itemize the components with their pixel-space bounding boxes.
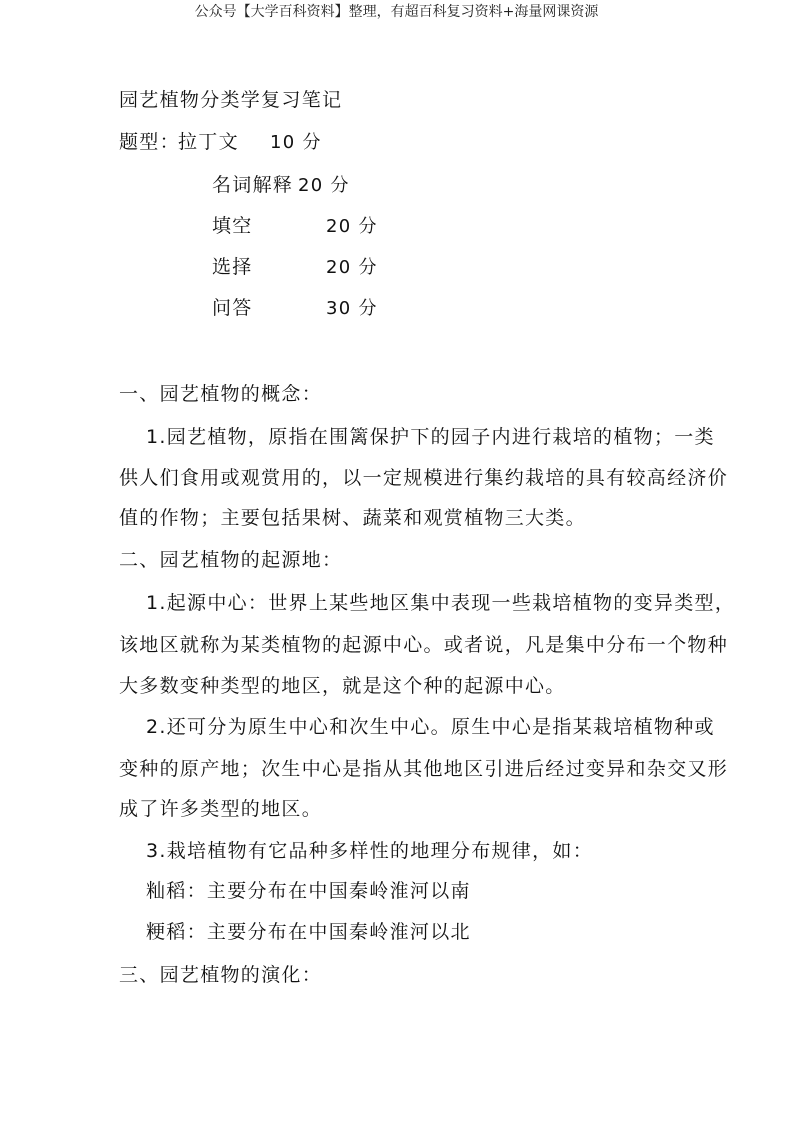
paragraph-line: 1.园艺植物，原指在围篱保护下的园子内进行栽培的植物；一类	[146, 426, 715, 448]
question-type-name: 选择	[212, 256, 253, 278]
question-type-score: 20 分	[326, 257, 378, 278]
paragraph-line: 该地区就称为某类植物的起源中心。或者说，凡是集中分布一个物种	[119, 634, 729, 656]
paragraph-line: 成了许多类型的地区。	[119, 798, 323, 820]
paragraph-line: 供人们食用或观赏用的，以一定规模进行集约栽培的具有较高经济价	[119, 467, 729, 489]
question-type-name: 问答	[212, 297, 253, 319]
paragraph-line: 籼稻：主要分布在中国秦岭淮河以南	[146, 880, 471, 902]
question-type-name: 名词解释	[212, 174, 294, 196]
question-type-score: 20 分	[298, 175, 350, 196]
section-heading: 三、园艺植物的演化：	[119, 964, 323, 986]
paragraph-line: 值的作物；主要包括果树、蔬菜和观赏植物三大类。	[119, 507, 586, 529]
question-type-score: 10 分	[270, 132, 322, 153]
question-type-score: 20 分	[326, 216, 378, 237]
paragraph-line: 2.还可分为原生中心和次生中心。原生中心是指某栽培植物种或	[146, 716, 715, 738]
question-type-score: 30 分	[326, 298, 378, 319]
question-type-name: 填空	[212, 215, 253, 237]
paragraph-line: 大多数变种类型的地区，就是这个种的起源中心。	[119, 675, 566, 697]
paragraph-line: 变种的原产地；次生中心是指从其他地区引进后经过变异和杂交又形	[119, 758, 729, 780]
paragraph-line: 3.栽培植物有它品种多样性的地理分布规律，如：	[146, 840, 594, 862]
section-heading: 一、园艺植物的概念：	[119, 383, 323, 405]
question-type-name: 拉丁文	[178, 131, 239, 153]
document-title: 园艺植物分类学复习笔记	[119, 89, 343, 111]
paragraph-line: 1.起源中心：世界上某些地区集中表现一些栽培植物的变异类型，	[146, 592, 736, 614]
paragraph-line: 粳稻：主要分布在中国秦岭淮河以北	[146, 921, 471, 943]
question-type-label: 题型：	[119, 131, 180, 153]
page-header-banner: 公众号【大学百科资料】整理，有超百科复习资料+海量网课资源	[194, 4, 599, 20]
section-heading: 二、园艺植物的起源地：	[119, 549, 343, 571]
